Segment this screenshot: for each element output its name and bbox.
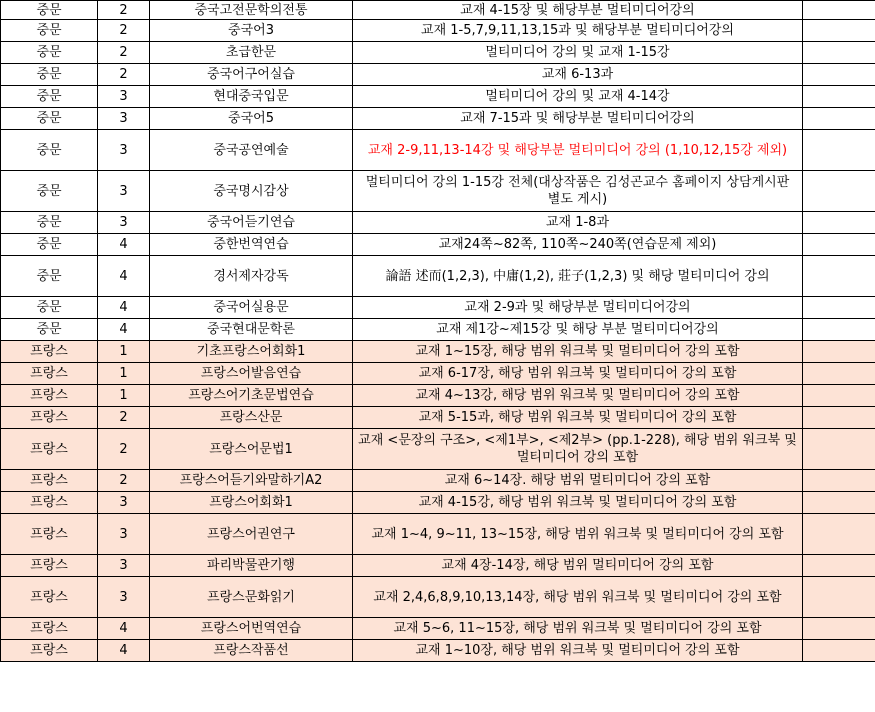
content-cell: 교재 1~10장, 해당 범위 워크북 및 멀티미디어 강의 포함 bbox=[353, 640, 803, 662]
table-row bbox=[1, 42, 875, 64]
table-row bbox=[1, 130, 875, 171]
note-cell bbox=[803, 407, 875, 429]
note-cell bbox=[803, 577, 875, 618]
note-cell bbox=[803, 363, 875, 385]
course-cell: 중국공연예술 bbox=[150, 130, 353, 171]
content-cell: 교재 1~4, 9~11, 13~15장, 해당 범위 워크북 및 멀티미디어 강의 포함 bbox=[353, 514, 803, 555]
course-cell: 현대중국입문 bbox=[150, 86, 353, 108]
course-cell: 프랑스어번역연습 bbox=[150, 618, 353, 640]
table-row bbox=[1, 577, 875, 618]
table-row bbox=[1, 1, 875, 20]
table-row bbox=[1, 64, 875, 86]
dept-cell: 중문 bbox=[1, 130, 98, 171]
note-cell bbox=[803, 555, 875, 577]
course-cell: 중국고전문학의전통 bbox=[150, 1, 353, 20]
content-cell: 교재 1-8과 bbox=[353, 212, 803, 234]
content-cell: 멀티미디어 강의 및 교재 4-14강 bbox=[353, 86, 803, 108]
course-cell: 경서제자강독 bbox=[150, 256, 353, 297]
dept-cell: 중문 bbox=[1, 20, 98, 42]
course-cell: 중국어듣기연습 bbox=[150, 212, 353, 234]
table-row bbox=[1, 86, 875, 108]
year-cell: 1 bbox=[98, 341, 150, 363]
content-cell: 멀티미디어 강의 1-15강 전체(대상작품은 김성곤교수 홈페이지 상담게시판 별도 게시) bbox=[353, 171, 803, 212]
content-cell: 論語 述而(1,2,3), 中庸(1,2), 莊子(1,2,3) 및 해당 멀티미디어 강의 bbox=[353, 256, 803, 297]
dept-cell: 중문 bbox=[1, 319, 98, 341]
content-cell: 교재24쪽~82쪽, 110쪽~240쪽(연습문제 제외) bbox=[353, 234, 803, 256]
content-cell: 교재 1~15장, 해당 범위 워크북 및 멀티미디어 강의 포함 bbox=[353, 341, 803, 363]
content-cell: 교재 4-15강, 해당 범위 워크북 및 멀티미디어 강의 포함 bbox=[353, 492, 803, 514]
note-cell bbox=[803, 20, 875, 42]
table-row bbox=[1, 429, 875, 470]
year-cell: 3 bbox=[98, 212, 150, 234]
course-cell: 프랑스어기초문법연습 bbox=[150, 385, 353, 407]
course-cell: 중국현대문학론 bbox=[150, 319, 353, 341]
content-cell: 교재 1-5,7,9,11,13,15과 및 해당부분 멀티미디어강의 bbox=[353, 20, 803, 42]
content-cell: 교재 6-13과 bbox=[353, 64, 803, 86]
content-cell: 교재 4-15장 및 해당부분 멀티미디어강의 bbox=[353, 1, 803, 20]
course-cell: 프랑스문화읽기 bbox=[150, 577, 353, 618]
year-cell: 2 bbox=[98, 20, 150, 42]
content-cell: 교재 7-15과 및 해당부분 멀티미디어강의 bbox=[353, 108, 803, 130]
table-row bbox=[1, 297, 875, 319]
table-row bbox=[1, 319, 875, 341]
note-cell bbox=[803, 297, 875, 319]
dept-cell: 중문 bbox=[1, 256, 98, 297]
year-cell: 3 bbox=[98, 514, 150, 555]
course-cell: 중국어실용문 bbox=[150, 297, 353, 319]
year-cell: 4 bbox=[98, 297, 150, 319]
dept-cell: 프랑스 bbox=[1, 514, 98, 555]
dept-cell: 중문 bbox=[1, 108, 98, 130]
year-cell: 3 bbox=[98, 130, 150, 171]
dept-cell: 프랑스 bbox=[1, 640, 98, 662]
table-row bbox=[1, 514, 875, 555]
note-cell bbox=[803, 492, 875, 514]
note-cell bbox=[803, 86, 875, 108]
note-cell bbox=[803, 256, 875, 297]
note-cell bbox=[803, 514, 875, 555]
note-cell bbox=[803, 1, 875, 20]
dept-cell: 중문 bbox=[1, 212, 98, 234]
content-cell: 교재 5~6, 11~15장, 해당 범위 워크북 및 멀티미디어 강의 포함 bbox=[353, 618, 803, 640]
note-cell bbox=[803, 108, 875, 130]
table-row bbox=[1, 20, 875, 42]
note-cell bbox=[803, 42, 875, 64]
course-cell: 프랑스작품선 bbox=[150, 640, 353, 662]
dept-cell: 프랑스 bbox=[1, 407, 98, 429]
dept-cell: 프랑스 bbox=[1, 385, 98, 407]
table-row bbox=[1, 234, 875, 256]
dept-cell: 중문 bbox=[1, 42, 98, 64]
course-cell: 중국어5 bbox=[150, 108, 353, 130]
content-cell: 교재 6-17장, 해당 범위 워크북 및 멀티미디어 강의 포함 bbox=[353, 363, 803, 385]
year-cell: 2 bbox=[98, 64, 150, 86]
year-cell: 2 bbox=[98, 470, 150, 492]
note-cell bbox=[803, 319, 875, 341]
note-cell bbox=[803, 618, 875, 640]
year-cell: 4 bbox=[98, 640, 150, 662]
content-cell: 교재 2-9과 및 해당부분 멀티미디어강의 bbox=[353, 297, 803, 319]
year-cell: 4 bbox=[98, 256, 150, 297]
dept-cell: 중문 bbox=[1, 86, 98, 108]
content-cell: 교재 4~13강, 해당 범위 워크북 및 멀티미디어 강의 포함 bbox=[353, 385, 803, 407]
course-cell: 중국어구어실습 bbox=[150, 64, 353, 86]
course-cell: 프랑스어발음연습 bbox=[150, 363, 353, 385]
dept-cell: 중문 bbox=[1, 171, 98, 212]
dept-cell: 프랑스 bbox=[1, 492, 98, 514]
course-cell: 중국어3 bbox=[150, 20, 353, 42]
course-cell: 프랑스어문법1 bbox=[150, 429, 353, 470]
note-cell bbox=[803, 341, 875, 363]
year-cell: 2 bbox=[98, 1, 150, 20]
table-row bbox=[1, 492, 875, 514]
dept-cell: 중문 bbox=[1, 1, 98, 20]
note-cell bbox=[803, 234, 875, 256]
table-row bbox=[1, 212, 875, 234]
course-cell: 중한번역연습 bbox=[150, 234, 353, 256]
table-row bbox=[1, 618, 875, 640]
note-cell bbox=[803, 171, 875, 212]
note-cell bbox=[803, 212, 875, 234]
year-cell: 4 bbox=[98, 234, 150, 256]
table-body bbox=[1, 1, 875, 662]
course-cell: 프랑스어권연구 bbox=[150, 514, 353, 555]
year-cell: 2 bbox=[98, 42, 150, 64]
table-row bbox=[1, 385, 875, 407]
year-cell: 1 bbox=[98, 363, 150, 385]
content-cell: 교재 2,4,6,8,9,10,13,14장, 해당 범위 워크북 및 멀티미디어 강의 포함 bbox=[353, 577, 803, 618]
course-cell: 프랑스산문 bbox=[150, 407, 353, 429]
course-cell: 초급한문 bbox=[150, 42, 353, 64]
table-row bbox=[1, 407, 875, 429]
content-cell: 교재 6~14장. 해당 범위 멀티미디어 강의 포함 bbox=[353, 470, 803, 492]
dept-cell: 프랑스 bbox=[1, 429, 98, 470]
dept-cell: 프랑스 bbox=[1, 363, 98, 385]
dept-cell: 프랑스 bbox=[1, 577, 98, 618]
year-cell: 3 bbox=[98, 577, 150, 618]
table-row bbox=[1, 256, 875, 297]
year-cell: 3 bbox=[98, 555, 150, 577]
course-cell: 중국명시감상 bbox=[150, 171, 353, 212]
table-row bbox=[1, 555, 875, 577]
dept-cell: 프랑스 bbox=[1, 341, 98, 363]
note-cell bbox=[803, 429, 875, 470]
course-cell: 프랑스어듣기와말하기A2 bbox=[150, 470, 353, 492]
dept-cell: 중문 bbox=[1, 297, 98, 319]
course-cell: 기초프랑스어회화1 bbox=[150, 341, 353, 363]
content-cell: 교재 5-15과, 해당 범위 워크북 및 멀티미디어 강의 포함 bbox=[353, 407, 803, 429]
dept-cell: 중문 bbox=[1, 234, 98, 256]
table-row bbox=[1, 341, 875, 363]
table-row bbox=[1, 171, 875, 212]
year-cell: 4 bbox=[98, 319, 150, 341]
year-cell: 2 bbox=[98, 429, 150, 470]
year-cell: 3 bbox=[98, 492, 150, 514]
year-cell: 3 bbox=[98, 171, 150, 212]
content-cell: 교재 <문장의 구조>, <제1부>, <제2부> (pp.1-228), 해당 범위 워크북 및 멀티미디어 강의 포함 bbox=[353, 429, 803, 470]
table-row bbox=[1, 363, 875, 385]
table-row bbox=[1, 640, 875, 662]
content-cell: 멀티미디어 강의 및 교재 1-15강 bbox=[353, 42, 803, 64]
year-cell: 1 bbox=[98, 385, 150, 407]
content-cell: 교재 제1강~제15강 및 해당 부분 멀티미디어강의 bbox=[353, 319, 803, 341]
note-cell bbox=[803, 130, 875, 171]
content-cell: 교재 4장-14장, 해당 범위 멀티미디어 강의 포함 bbox=[353, 555, 803, 577]
year-cell: 3 bbox=[98, 108, 150, 130]
table-row bbox=[1, 470, 875, 492]
year-cell: 3 bbox=[98, 86, 150, 108]
note-cell bbox=[803, 385, 875, 407]
dept-cell: 프랑스 bbox=[1, 618, 98, 640]
content-cell: 교재 2-9,11,13-14강 및 해당부분 멀티미디어 강의 (1,10,12,15강 제외) bbox=[353, 130, 803, 171]
dept-cell: 중문 bbox=[1, 64, 98, 86]
course-cell: 프랑스어회화1 bbox=[150, 492, 353, 514]
year-cell: 2 bbox=[98, 407, 150, 429]
dept-cell: 프랑스 bbox=[1, 555, 98, 577]
note-cell bbox=[803, 64, 875, 86]
year-cell: 4 bbox=[98, 618, 150, 640]
dept-cell: 프랑스 bbox=[1, 470, 98, 492]
note-cell bbox=[803, 470, 875, 492]
table-row bbox=[1, 108, 875, 130]
note-cell bbox=[803, 640, 875, 662]
course-cell: 파리박물관기행 bbox=[150, 555, 353, 577]
